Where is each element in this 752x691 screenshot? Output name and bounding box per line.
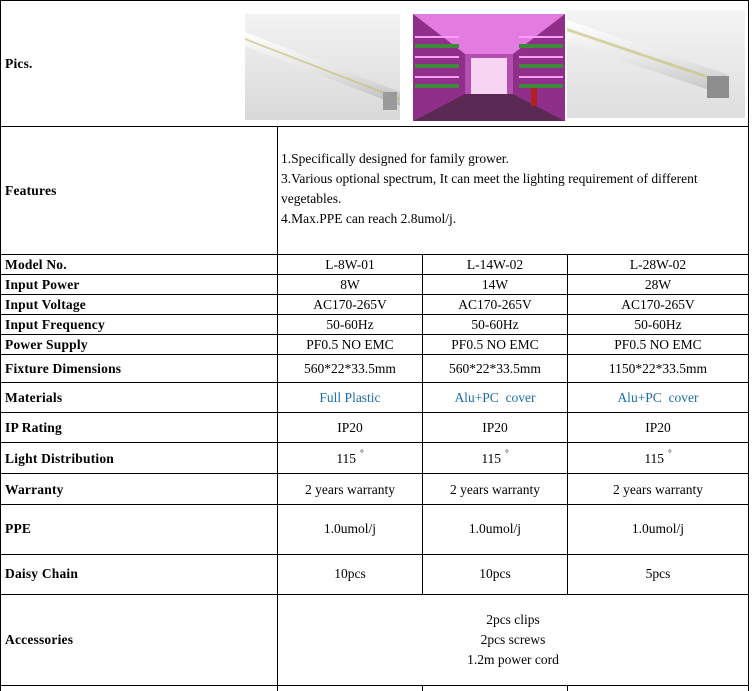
cell-value: 2 years warranty bbox=[613, 482, 703, 497]
led-tube-photo-2 bbox=[567, 10, 745, 118]
cell-value: 560*22*33.5mm bbox=[449, 361, 541, 376]
cell-value: 5pcs bbox=[645, 566, 671, 581]
row-label: Materials bbox=[5, 390, 63, 405]
cell-value: Alu+PC cover bbox=[454, 390, 536, 405]
cell-value: L-14W-02 bbox=[466, 257, 524, 272]
row-label: Model No. bbox=[5, 257, 67, 272]
accessory-item: 1.2m power cord bbox=[467, 652, 559, 667]
cell-value: 1150*22*33.5mm bbox=[608, 361, 708, 376]
cell-value: 50-60Hz bbox=[471, 317, 519, 332]
feature-line: 3.Various optional spectrum, It can meet the lighting requirement of different vegetables. bbox=[281, 171, 698, 206]
cell-value: 1.0umol/j bbox=[468, 521, 522, 536]
row-label: IP Rating bbox=[5, 420, 62, 435]
cell-value: L-28W-02 bbox=[629, 257, 687, 272]
cell-value: IP20 bbox=[337, 420, 363, 435]
cell-value: 1.0umol/j bbox=[631, 521, 685, 536]
cell-value: 28W bbox=[644, 277, 672, 292]
cell-value: 2 years warranty bbox=[450, 482, 540, 497]
accessory-item: 2pcs screws bbox=[480, 632, 546, 647]
cell-value: 50-60Hz bbox=[634, 317, 682, 332]
led-tube-photo-1 bbox=[245, 14, 400, 120]
cell-value: 560*22*33.5mm bbox=[304, 361, 396, 376]
cell-value: AC170-265V bbox=[621, 297, 695, 312]
row-label: Input Voltage bbox=[5, 297, 87, 312]
cell-value: IP20 bbox=[645, 420, 671, 435]
cell-value: 10pcs bbox=[334, 566, 366, 581]
features-text bbox=[281, 149, 741, 229]
cell-value: PF0.5 NO EMC bbox=[306, 337, 394, 352]
cell-value: 1.0umol/j bbox=[323, 521, 377, 536]
accessories-list bbox=[278, 610, 748, 670]
row-label: Warranty bbox=[5, 482, 64, 497]
cell-value: Full Plastic bbox=[319, 390, 381, 405]
row-label: Daisy Chain bbox=[5, 566, 79, 581]
row-label: Input Frequency bbox=[5, 317, 105, 332]
features-label: Features bbox=[5, 183, 57, 198]
cell-value: 115 ° bbox=[481, 448, 509, 466]
cell-value: 50-60Hz bbox=[326, 317, 374, 332]
grow-room-photo bbox=[413, 14, 565, 121]
pics-label: Pics. bbox=[5, 56, 33, 71]
row-label: PPE bbox=[5, 521, 32, 536]
cell-value: L-8W-01 bbox=[325, 257, 375, 272]
cell-value: 10pcs bbox=[479, 566, 511, 581]
accessories-label: Accessories bbox=[5, 632, 74, 647]
accessory-item: 2pcs clips bbox=[486, 612, 540, 627]
cell-value: 8W bbox=[340, 277, 360, 292]
row-label: Input Power bbox=[5, 277, 80, 292]
feature-line: 1.Specifically designed for family grower. bbox=[281, 151, 509, 166]
cell-value: 2 years warranty bbox=[305, 482, 395, 497]
cell-value: Alu+PC cover bbox=[617, 390, 699, 405]
cell-value: AC170-265V bbox=[458, 297, 532, 312]
cell-value: PF0.5 NO EMC bbox=[614, 337, 702, 352]
cell-value: 14W bbox=[481, 277, 509, 292]
row-label: Fixture Dimensions bbox=[5, 361, 122, 376]
cell-value: IP20 bbox=[482, 420, 508, 435]
row-label: Light Distribution bbox=[5, 451, 114, 466]
cell-value: AC170-265V bbox=[313, 297, 387, 312]
cell-value: 115 ° bbox=[336, 448, 364, 466]
cell-value: 115 ° bbox=[644, 448, 672, 466]
cell-value: PF0.5 NO EMC bbox=[451, 337, 539, 352]
row-label: Power Supply bbox=[5, 337, 88, 352]
feature-line: 4.Max.PPE can reach 2.8umol/j. bbox=[281, 211, 457, 226]
